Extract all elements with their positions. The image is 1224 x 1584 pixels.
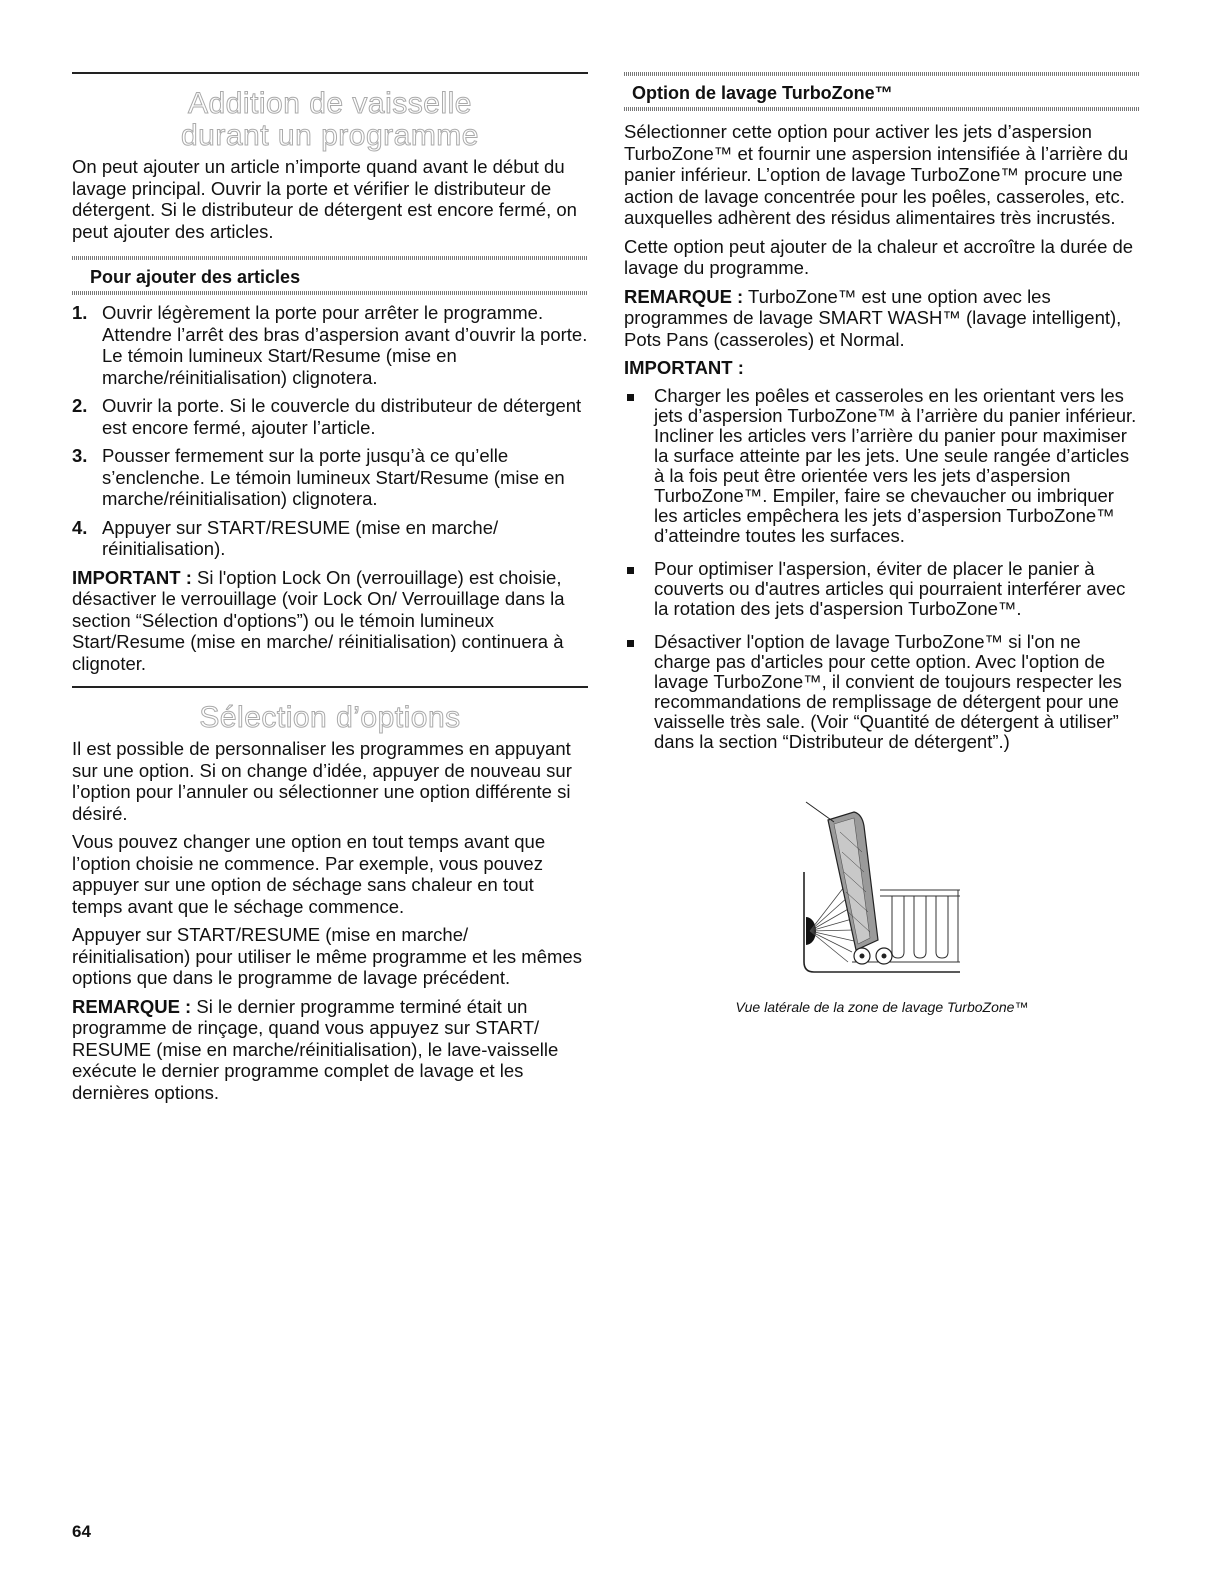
section-rule <box>72 686 588 688</box>
important-heading <box>624 357 1140 379</box>
bullet-text: Pour optimiser l'aspersion, éviter de placer le panier à couverts ou d'autres articles qui pourraient interférer avec la rotation des jets d'aspersion TurboZone™. <box>654 557 1126 619</box>
section-title-options: Sélection d’options <box>199 701 461 734</box>
subhead-bottom-rule <box>72 291 588 295</box>
note-text: Si le dernier programme terminé était un programme de rinçage, quand vous appuyez sur START/ RESUME (mise en marche/réinitialisation), le lave-vaisselle exécute le dernier programme complet de lavage et les dernières options. <box>72 995 559 1103</box>
square-bullet-icon <box>627 394 634 401</box>
important-text: Si l'option Lock On (verrouillage) est choisie, désactiver le verrouillage (voir Lock On/ Verrouillage dans la section “Sélection d'options”) ou le témoin lumineux Start/Resume (mise en marche/ réinitialisation) continuera à clignoter. <box>72 566 565 674</box>
list-item <box>624 559 1140 619</box>
square-bullet-icon <box>627 567 634 574</box>
step-number: 4. <box>72 516 88 538</box>
list-item <box>72 395 588 438</box>
note-label: REMARQUE : <box>72 995 192 1017</box>
note-label: REMARQUE : <box>624 285 744 307</box>
page-number: 64 <box>72 1522 91 1541</box>
options-paragraph-2: Vous pouvez changer une option en tout temps avant que l’option choisie ne commence. Par exemple, vous pouvez appuyer sur une option de séchage sans chaleur en tout temps avant que le séchage commence. <box>72 831 546 917</box>
options-paragraph-3: Appuyer sur START/RESUME (mise en marche/ réinitialisation) pour utiliser le même programme et les mêmes options que dans le programme de lavage précédent. <box>72 924 582 988</box>
list-item <box>72 445 588 510</box>
turbozone-illustration <box>624 792 1140 987</box>
illustration-caption: Vue latérale de la zone de lavage TurboZone™ <box>735 998 1029 1015</box>
step-text: Pousser fermement sur la porte jusqu’à ce qu’elle s’enclenche. Le témoin lumineux Start/Resume (mise en marche/réinitialisation) clignotera. <box>102 445 565 509</box>
important-bullets <box>624 386 1140 752</box>
heading-bottom-rule <box>624 107 1140 111</box>
list-item <box>624 632 1140 752</box>
subheading-add-items: Pour ajouter des articles <box>90 267 301 287</box>
list-item <box>72 517 588 560</box>
section-rule <box>72 72 588 74</box>
step-text: Ouvrir légèrement la porte pour arrêter le programme. Attendre l’arrêt des bras d’aspersion avant d’ouvrir la porte. Le témoin lumineux Start/Resume (mise en marche/réinitialisation) clignotera. <box>102 302 588 388</box>
step-number: 2. <box>72 395 88 416</box>
bullet-text: Désactiver l'option de lavage TurboZone™ si l'on ne charge pas d'articles pour cette option. Avec l'option de lavage TurboZone™, il convient de toujours respecter les recommandations de remplissage de détergent pour une vaisselle très sale. (Voir “Quantité de détergent à utiliser” dans la section “Distributeur de détergent”.) <box>654 630 1122 752</box>
important-label: IMPORTANT : <box>72 566 192 588</box>
title-line-2: durant un programme <box>181 119 479 152</box>
turbozone-heading: Option de lavage TurboZone™ <box>632 83 893 103</box>
turbozone-paragraph-1: Sélectionner cette option pour activer les jets d’aspersion TurboZone™ et fournir une aspersion intensifiée à l’arrière du panier inférieur. L’option de lavage TurboZone™ procure une action de lavage concentrée pour les poêles, casseroles, etc. auxquelles adhèrent des résidus alimentaires très incrustés. <box>624 121 1129 228</box>
step-number: 1. <box>72 302 88 323</box>
list-item <box>624 386 1140 546</box>
important-label: IMPORTANT : <box>624 357 744 378</box>
intro-paragraph: On peut ajouter un article n’importe quand avant le début du lavage principal. Ouvrir la porte et vérifier le distributeur de détergent. Si le distributeur de détergent est encore fermé, on peut ajouter des articles. <box>72 156 577 242</box>
turbozone-paragraph-2: Cette option peut ajouter de la chaleur et accroître la durée de lavage du programme. <box>624 235 1134 278</box>
note-text: TurboZone™ est une option avec les programmes de lavage SMART WASH™ (lavage intelligent), Pots Pans (casseroles) et Normal. <box>624 285 1122 350</box>
section-title-addition <box>72 88 588 152</box>
steps-list <box>72 302 588 560</box>
turbozone-note <box>624 286 1140 351</box>
step-text: Ouvrir la porte. Si le couvercle du distributeur de détergent est encore fermé, ajouter l’article. <box>102 395 582 438</box>
right-column <box>624 72 1140 1015</box>
options-paragraph-1: Il est possible de personnaliser les programmes en appuyant sur une option. Si on change d’idée, appuyer de nouveau sur l’option pour l’annuler ou sélectionner une option différente si désiré. <box>72 738 572 824</box>
important-paragraph <box>72 567 588 675</box>
bullet-text: Charger les poêles et casseroles en les orientant vers les jets d’aspersion TurboZone™ à l’arrière du panier inférieur. Incliner les articles vers l’arrière du panier pour maximiser la surface atteinte par les jets. Une seule rangée d’articles à la fois peut être orientée vers les jets d’aspersion TurboZone™. Empiler, faire se chevaucher ou imbriquer les articles empêchera les jets d’aspersion TurboZone™ d’atteindre toutes les surfaces. <box>654 384 1137 546</box>
title-line-1: Addition de vaisselle <box>187 87 472 120</box>
list-item <box>72 302 588 388</box>
note-paragraph <box>72 996 588 1104</box>
square-bullet-icon <box>627 640 634 647</box>
step-text: Appuyer sur START/RESUME (mise en marche/ réinitialisation). <box>102 516 499 559</box>
left-column <box>72 72 588 1103</box>
step-number: 3. <box>72 445 88 466</box>
dish-rack-illustration <box>792 792 972 982</box>
